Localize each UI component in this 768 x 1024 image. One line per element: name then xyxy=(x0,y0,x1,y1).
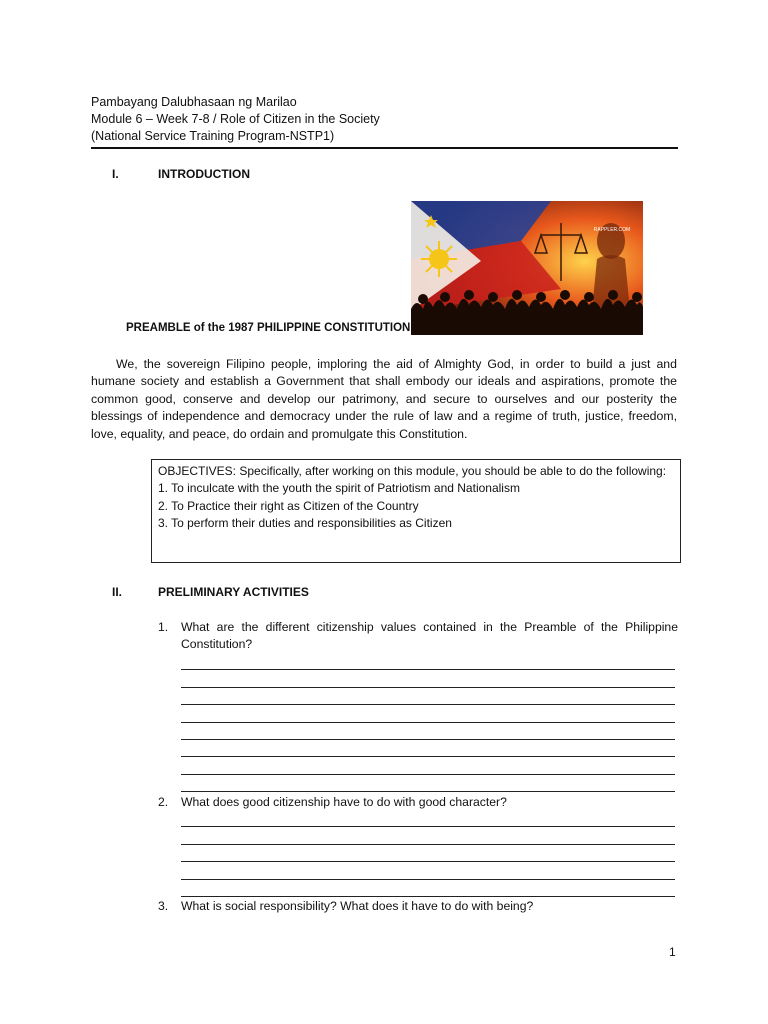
answer-line[interactable] xyxy=(181,845,675,862)
question-3 xyxy=(158,898,678,915)
answer-line[interactable] xyxy=(181,880,675,897)
preamble-caption: PREAMBLE of the 1987 PHILIPPINE CONSTITUTION xyxy=(126,322,411,334)
answer-line[interactable] xyxy=(181,670,675,687)
answer-line[interactable] xyxy=(181,827,675,844)
objective-item: 2. To Practice their right as Citizen of the Country xyxy=(158,498,419,513)
answer-line[interactable] xyxy=(181,653,675,670)
section-title: PRELIMINARY ACTIVITIES xyxy=(158,585,309,599)
question-text: What does good citizenship have to do with good character? xyxy=(181,795,507,809)
answer-line[interactable] xyxy=(181,862,675,879)
objective-item: 3. To perform their duties and responsibilities as Citizen xyxy=(158,516,452,531)
answer-line[interactable] xyxy=(181,810,675,827)
question-1 xyxy=(158,619,678,654)
answer-line[interactable] xyxy=(181,723,675,740)
answer-lines-1[interactable] xyxy=(181,653,675,792)
question-number: 1. xyxy=(158,620,169,634)
answer-line[interactable] xyxy=(181,705,675,722)
answer-line[interactable] xyxy=(181,740,675,757)
module-title: Module 6 – Week 7-8 / Role of Citizen in the Society xyxy=(91,112,380,126)
answer-line[interactable] xyxy=(181,688,675,705)
objectives-box xyxy=(151,459,681,563)
document-header xyxy=(91,94,380,145)
section-numeral: I. xyxy=(112,167,119,181)
question-number: 2. xyxy=(158,795,169,809)
constitution-image xyxy=(411,201,643,335)
program-name: (National Service Training Program-NSTP1) xyxy=(91,129,335,143)
page-number: 1 xyxy=(669,945,676,959)
header-rule xyxy=(91,147,678,149)
question-2 xyxy=(158,794,678,811)
answer-line[interactable] xyxy=(181,757,675,774)
objectives-intro: OBJECTIVES: Specifically, after working on this module, you should be able to do the following: xyxy=(158,464,667,478)
question-text: What is social responsibility? What does it have to do with being? xyxy=(181,899,534,913)
question-number: 3. xyxy=(158,899,169,913)
answer-lines-2[interactable] xyxy=(181,810,675,897)
school-name: Pambayang Dalubhasaan ng Marilao xyxy=(91,95,297,109)
preamble-paragraph: We, the sovereign Filipino people, imploring the aid of Almighty God, in order to build a just and humane society and establish a Government that shall embody our ideals and aspirations, promote the common good, conserve and develop our patrimony, and secure to ourselves and our posterity the blessings of independence and democracy under the rule of law and a regime of truth, justice, freedom, love, equality, and peace, do ordain and promulgate this Constitution. xyxy=(91,357,677,441)
objective-item: 1. To inculcate with the youth the spirit of Patriotism and Nationalism xyxy=(158,481,520,496)
answer-line[interactable] xyxy=(181,775,675,792)
section-title: INTRODUCTION xyxy=(158,167,250,181)
section-numeral: II. xyxy=(112,585,123,599)
preamble-text xyxy=(91,356,677,443)
question-text: What are the different citizenship values contained in the Preamble of the Philippine Constitution? xyxy=(181,620,678,652)
rappler-watermark: RAPPLER.COM xyxy=(593,227,631,233)
